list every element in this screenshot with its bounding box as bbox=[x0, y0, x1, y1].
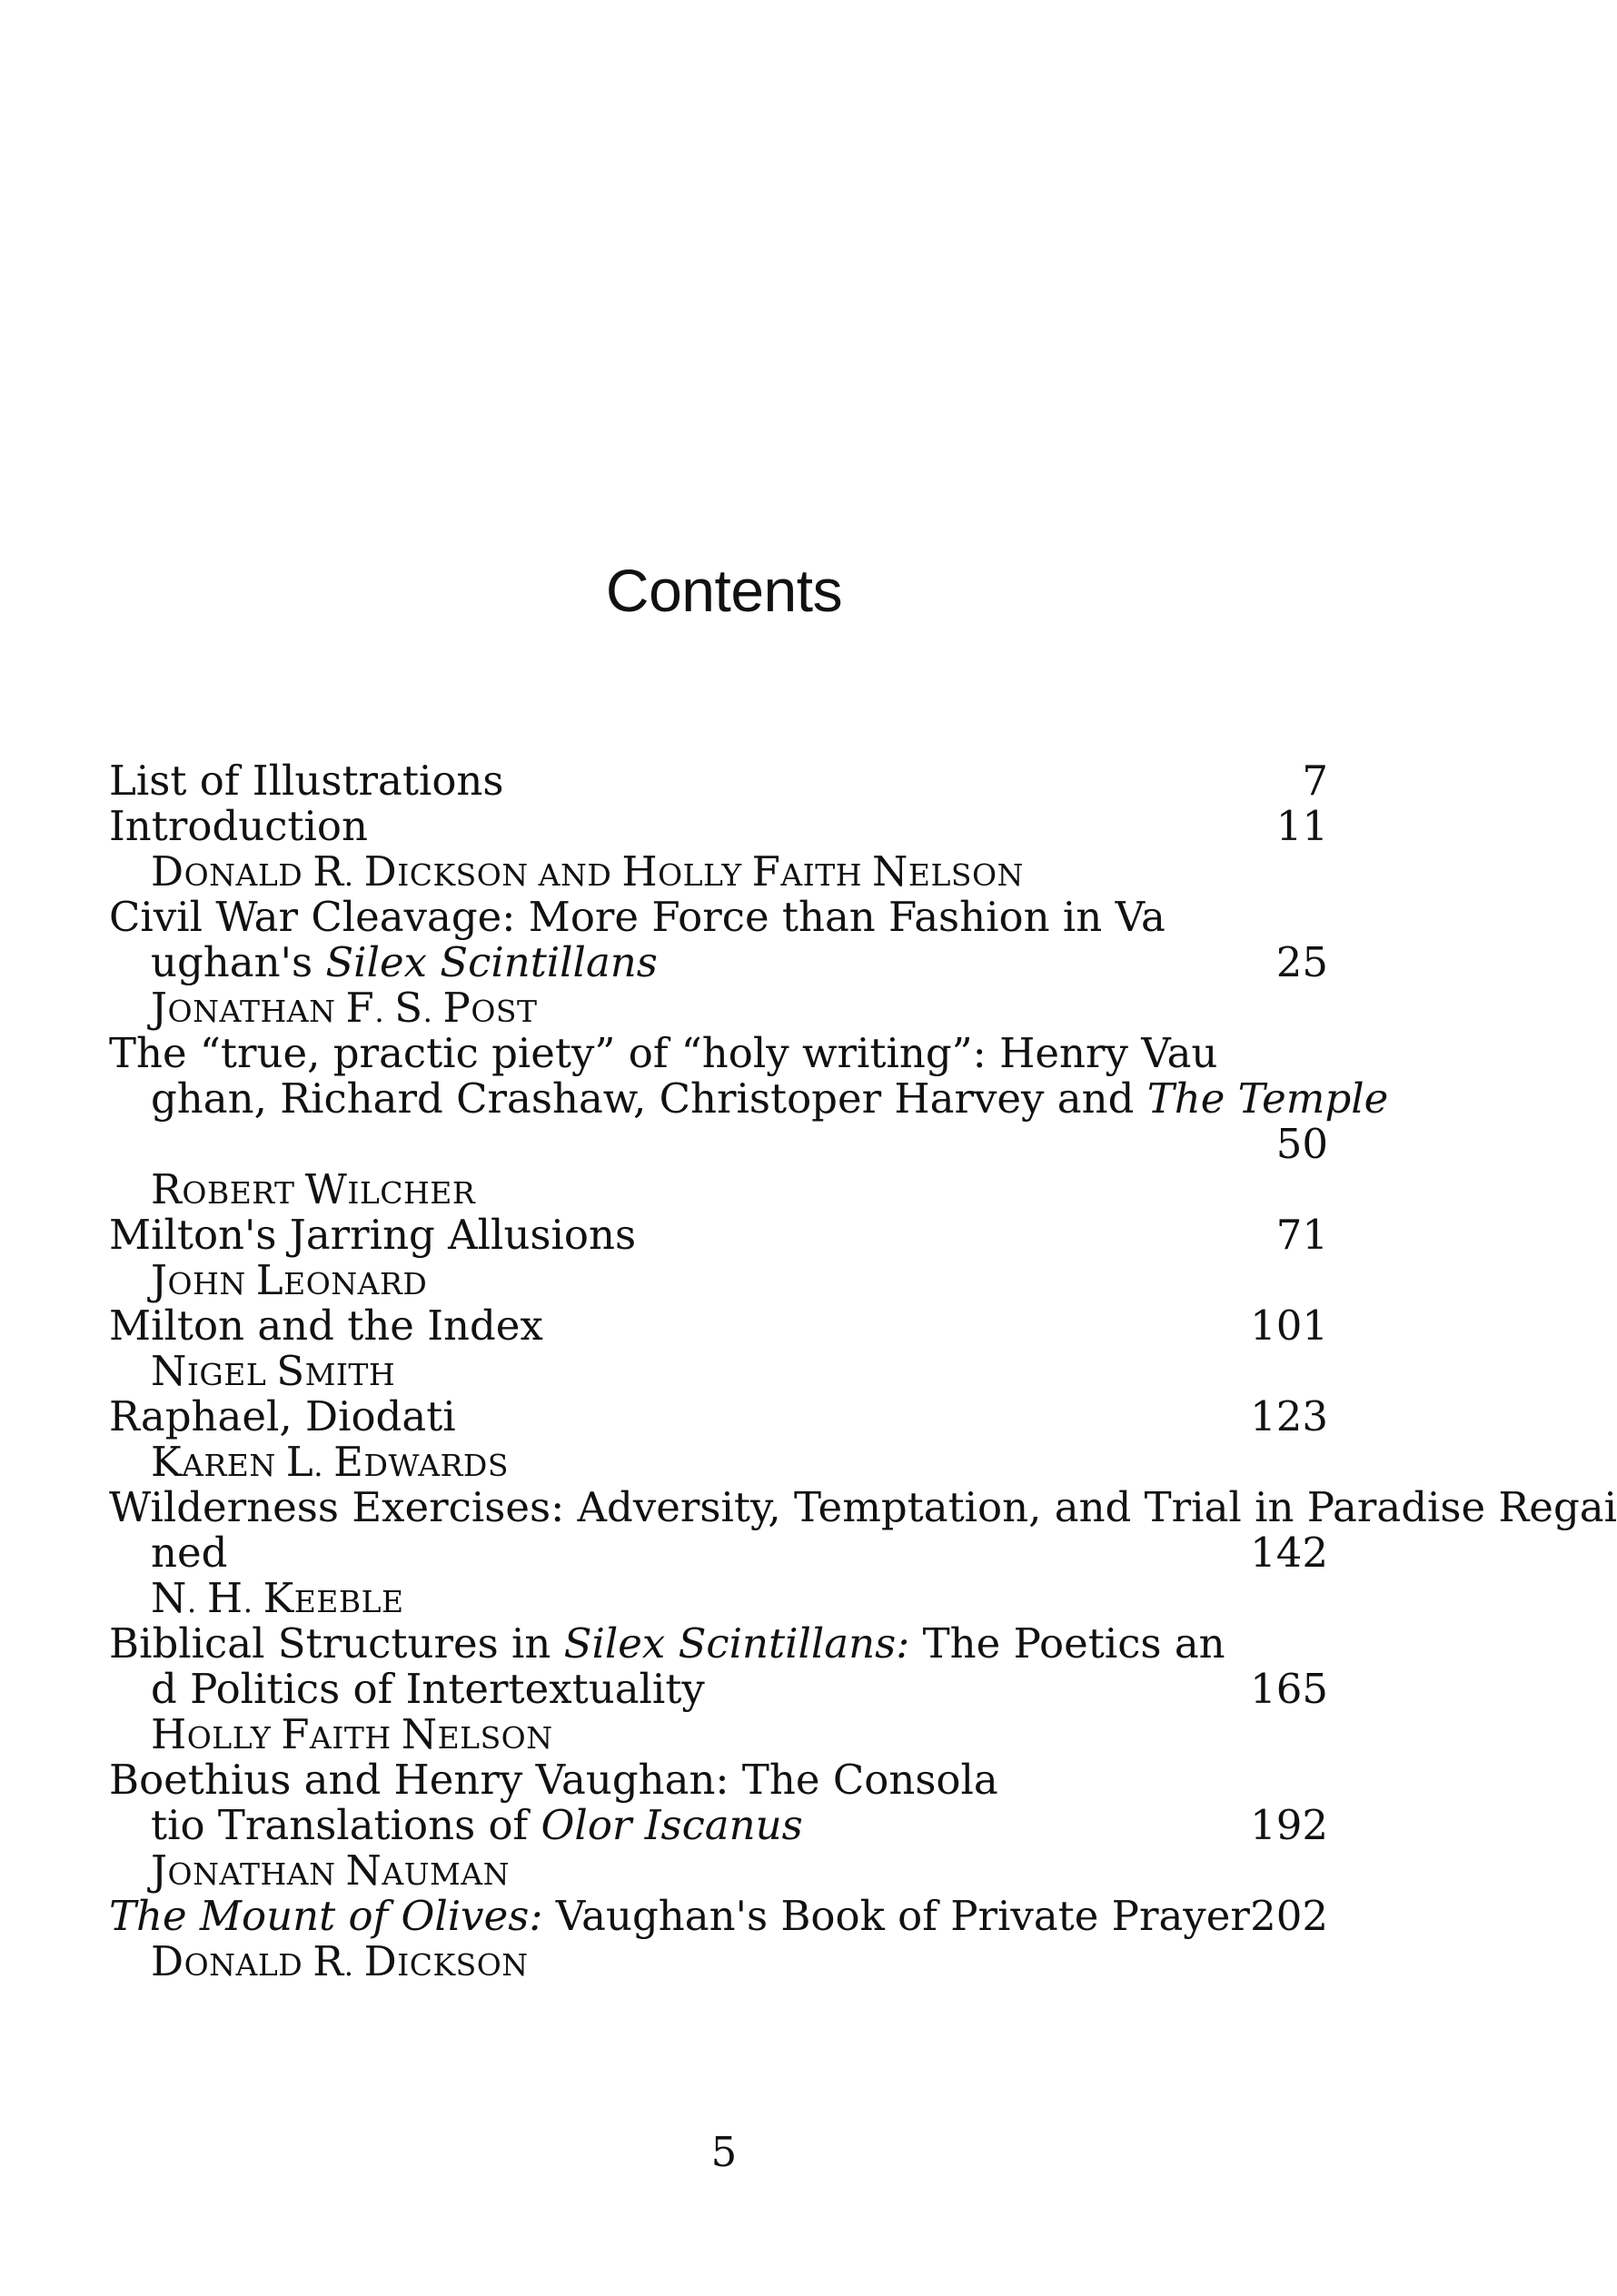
toc-entry-title-line bbox=[109, 1621, 1328, 1667]
toc-entry-title-line bbox=[109, 804, 1328, 849]
toc-entry-author: DONALD R. DICKSON AND HOLLY FAITH NELSON bbox=[151, 847, 1024, 896]
toc-entry[interactable] bbox=[109, 1483, 1617, 1622]
toc-entry-page-number: 142 bbox=[1250, 1529, 1328, 1577]
toc-entry-author: KAREN L. EDWARDS bbox=[151, 1438, 509, 1486]
toc-entry-page-number: 202 bbox=[1250, 1892, 1328, 1940]
toc-entry-page-number: 123 bbox=[1250, 1392, 1328, 1440]
toc-entry-title: The Mount of Olives: Vaughan's Book of Private Prayer bbox=[109, 1892, 1250, 1940]
toc-entry-title-line bbox=[109, 1074, 1389, 1123]
toc-entry-title: ned bbox=[151, 1529, 228, 1577]
page-number-folio: 5 bbox=[710, 2128, 738, 2176]
toc-entry-page-number: 25 bbox=[1275, 938, 1328, 986]
toc-entry-author: ROBERT WILCHER bbox=[151, 1165, 476, 1213]
toc-entry-title: Milton's Jarring Allusions bbox=[109, 1211, 637, 1259]
toc-entry-title-line bbox=[109, 1303, 1328, 1349]
toc-entry[interactable] bbox=[109, 895, 1328, 1031]
toc-entry[interactable] bbox=[109, 1894, 1328, 1984]
page-title: Contents bbox=[605, 557, 843, 624]
toc-entry[interactable] bbox=[109, 1029, 1389, 1213]
toc-entry[interactable] bbox=[109, 1394, 1328, 1485]
toc-entry-page-number: 192 bbox=[1250, 1801, 1328, 1849]
toc-entry-title-line bbox=[109, 758, 1328, 804]
toc-entry[interactable] bbox=[109, 1757, 1328, 1894]
toc-entry[interactable] bbox=[109, 1621, 1328, 1757]
toc-entry-title: Milton and the Index bbox=[109, 1301, 543, 1350]
toc-entry-author: JONATHAN F. S. POST bbox=[151, 984, 538, 1032]
toc-entry-author: JONATHAN NAUMAN bbox=[151, 1846, 511, 1895]
toc-entry-title-line bbox=[109, 1483, 1617, 1531]
toc-entry-author: HOLLY FAITH NELSON bbox=[151, 1710, 553, 1758]
toc-entry-title-line bbox=[109, 1667, 1328, 1712]
toc-entry-author: DONALD R. DICKSON bbox=[151, 1937, 529, 1985]
toc-entry-title: The “true, practic piety” of “holy writing”: Henry Vau bbox=[109, 1029, 1218, 1077]
toc-entry-title-line bbox=[109, 1757, 1328, 1803]
toc-entry-title: ghan, Richard Crashaw, Christoper Harvey and The Temple bbox=[151, 1074, 1389, 1123]
toc-entry-author: N. H. KEEBLE bbox=[151, 1574, 404, 1622]
toc-entry-title: Biblical Structures in Silex Scintillans: The Poetics an bbox=[109, 1619, 1225, 1668]
toc-entry-page-number: 71 bbox=[1275, 1211, 1328, 1259]
toc-entry-title: tio Translations of Olor Iscanus bbox=[151, 1801, 803, 1849]
toc-entry-title-line bbox=[109, 1031, 1328, 1076]
toc-entry[interactable] bbox=[109, 1212, 1328, 1303]
toc-entry-title-line bbox=[109, 1803, 1328, 1848]
toc-entry-title: Civil War Cleavage: More Force than Fashion in Va bbox=[109, 893, 1166, 941]
toc-entry-page-number: 165 bbox=[1250, 1665, 1328, 1713]
toc-entry-title: Raphael, Diodati bbox=[109, 1392, 456, 1440]
toc-entry-page-number: 101 bbox=[1250, 1301, 1328, 1350]
toc-entry-title-line bbox=[109, 1122, 1328, 1167]
toc-entry-title: ughan's Silex Scintillans bbox=[151, 938, 658, 986]
toc-entry-title: d Politics of Intertextuality bbox=[151, 1665, 705, 1713]
toc-entry-title-line bbox=[109, 1894, 1328, 1939]
toc-entry-title: List of Illustrations bbox=[109, 757, 504, 805]
toc-entry-page-number: 50 bbox=[1275, 1120, 1328, 1168]
toc-entry-page-number: 11 bbox=[1275, 802, 1328, 850]
toc-entry[interactable] bbox=[109, 804, 1328, 895]
toc-entry-title-line bbox=[109, 1212, 1328, 1258]
toc-entry-author: NIGEL SMITH bbox=[151, 1347, 396, 1395]
toc-entry-title-line bbox=[109, 940, 1328, 985]
toc-entry[interactable] bbox=[109, 758, 1328, 804]
toc-entry-author: JOHN LEONARD bbox=[151, 1256, 428, 1304]
toc-entry-title-line bbox=[109, 895, 1328, 940]
toc-entry[interactable] bbox=[109, 1303, 1328, 1394]
toc-entry-title: Boethius and Henry Vaughan: The Consola bbox=[109, 1756, 998, 1804]
toc-entry-page-number: 7 bbox=[1302, 757, 1328, 805]
toc-entry-title: Wilderness Exercises: Adversity, Temptation, and Trial in Paradise Regai bbox=[109, 1483, 1617, 1531]
toc-entry-title-line bbox=[109, 1394, 1328, 1440]
toc-entry-title: Introduction bbox=[109, 802, 368, 850]
toc-entry-title-line bbox=[109, 1530, 1328, 1576]
table-of-contents bbox=[109, 757, 1617, 1985]
